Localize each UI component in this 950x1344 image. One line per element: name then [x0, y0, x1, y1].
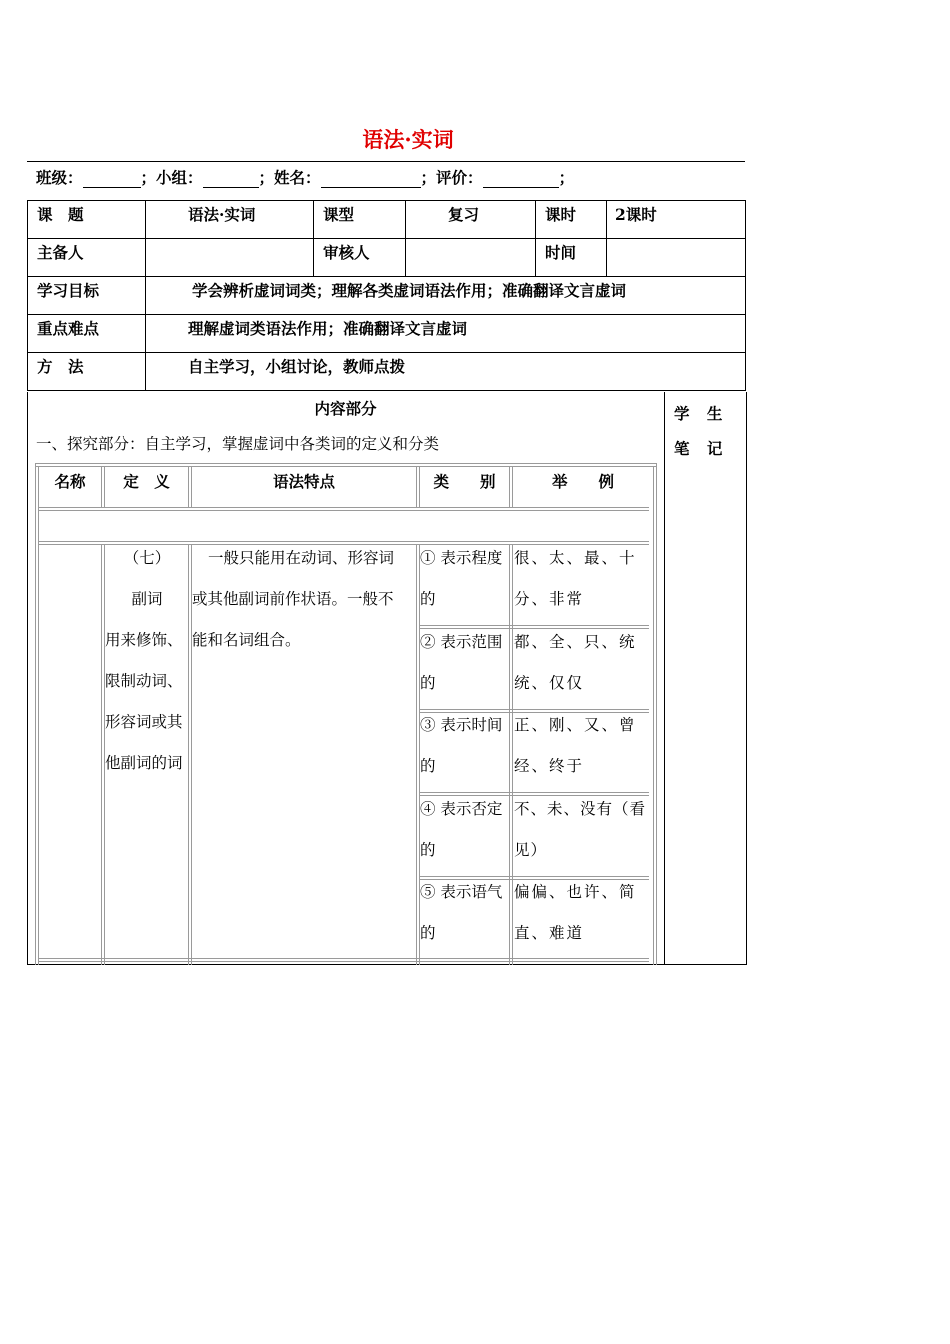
- goal-value: 学会辨析虚词词类；理解各类虚词语法作用；准确翻译文言虚词: [146, 277, 746, 315]
- grammar-line: 能和名词组合。: [192, 631, 301, 649]
- table-rule: [509, 467, 510, 507]
- example-line: 经、终于: [514, 757, 585, 775]
- definition-line: 形容词或其: [105, 713, 183, 731]
- category-line: ① 表示程度: [420, 549, 503, 567]
- table-rule: [188, 467, 189, 507]
- example-line: 偏偏、也许、简: [514, 883, 637, 901]
- hours-label: 课时: [536, 201, 607, 239]
- definition-line: 限制动词、: [105, 672, 183, 690]
- category-cell: [420, 705, 514, 787]
- group-label: ；小组：: [140, 168, 203, 187]
- method-value: 自主学习，小组讨论，教师点拨: [146, 353, 746, 391]
- table-rule: [101, 545, 102, 965]
- category-line: 的: [420, 924, 436, 942]
- example-line: 很、太、最、十: [514, 549, 637, 567]
- category-line: 的: [420, 674, 436, 692]
- notes-label-line-1: 学 生: [674, 404, 729, 423]
- preparer-label: 主备人: [28, 239, 146, 277]
- topic-value: 语法·实词: [146, 201, 314, 239]
- example-line: 统、仅仅: [514, 674, 585, 692]
- type-value: 复习: [406, 201, 536, 239]
- table-rule: [35, 463, 657, 464]
- header-category: 类 别: [433, 472, 496, 491]
- example-cell: [514, 872, 654, 954]
- category-line: 的: [420, 757, 436, 775]
- definition-line: 用来修饰、: [105, 631, 183, 649]
- header-example: 举 例: [551, 472, 614, 491]
- category-cell: [420, 538, 514, 620]
- category-cell: [420, 789, 514, 871]
- eval-label: ；评价：: [420, 168, 483, 187]
- content-heading: 内容部分: [314, 399, 377, 418]
- category-line: ② 表示范围: [420, 633, 503, 651]
- table-rule: [39, 958, 419, 959]
- info-end: ；: [558, 168, 575, 187]
- header-grammar: 语法特点: [272, 472, 335, 491]
- method-label: 方 法: [28, 353, 146, 391]
- category-cell: [420, 622, 514, 704]
- table-rule: [416, 467, 417, 507]
- category-line: ③ 表示时间: [420, 716, 503, 734]
- category-line: 的: [420, 590, 436, 608]
- definition-line: 副词: [131, 590, 163, 608]
- table-rule: [101, 467, 102, 507]
- definition-line: 他副词的词: [105, 754, 183, 772]
- section-title: 一、探究部分：自主学习，掌握虚词中各类词的定义和分类: [36, 435, 440, 453]
- grammar-cell: [192, 538, 418, 661]
- topic-label: 课 题: [28, 201, 146, 239]
- category-line: 的: [420, 841, 436, 859]
- definition-line: （七）: [123, 549, 171, 567]
- definition-cell: [105, 538, 189, 784]
- category-line: ⑤ 表示语气: [420, 883, 503, 901]
- example-cell: [514, 789, 654, 871]
- class-label: 班级：: [36, 168, 83, 187]
- example-line: 正、刚、又、曾: [514, 716, 637, 734]
- table-rule: [35, 463, 36, 965]
- goal-label: 学习目标: [28, 277, 146, 315]
- example-line: 不、未、没有（看: [514, 800, 647, 818]
- example-cell: [514, 705, 654, 787]
- category-line: ④ 表示否定: [420, 800, 503, 818]
- example-line: 分、非常: [514, 590, 585, 608]
- reviewer-label: 审核人: [314, 239, 406, 277]
- example-line: 直、难道: [514, 924, 585, 942]
- time-label: 时间: [536, 239, 607, 277]
- header-name: 名称: [54, 472, 86, 491]
- page-title: 语法·实词: [362, 127, 454, 152]
- table-rule: [39, 510, 649, 511]
- table-rule: [420, 961, 649, 962]
- table-rule: [39, 961, 419, 962]
- key-label: 重点难点: [28, 315, 146, 353]
- example-cell: [514, 538, 654, 620]
- header-definition: 定 义: [123, 472, 170, 491]
- grammar-line: 或其他副词前作状语。一般不: [192, 590, 394, 608]
- table-rule: [420, 958, 649, 959]
- table-rule: [39, 507, 649, 508]
- name-label: ；姓名：: [258, 168, 321, 187]
- example-line: 见）: [514, 841, 548, 859]
- key-value: 理解虚词类语法作用；准确翻译文言虚词: [146, 315, 746, 353]
- type-label: 课型: [314, 201, 406, 239]
- hours-value: 2课时: [607, 201, 746, 239]
- example-line: 都、全、只、统: [514, 633, 637, 651]
- notes-label-line-2: 笔 记: [674, 439, 729, 458]
- grammar-line: 一般只能用在动词、形容词: [208, 549, 395, 567]
- example-cell: [514, 622, 654, 704]
- table-rule: [656, 463, 657, 965]
- category-cell: [420, 872, 514, 954]
